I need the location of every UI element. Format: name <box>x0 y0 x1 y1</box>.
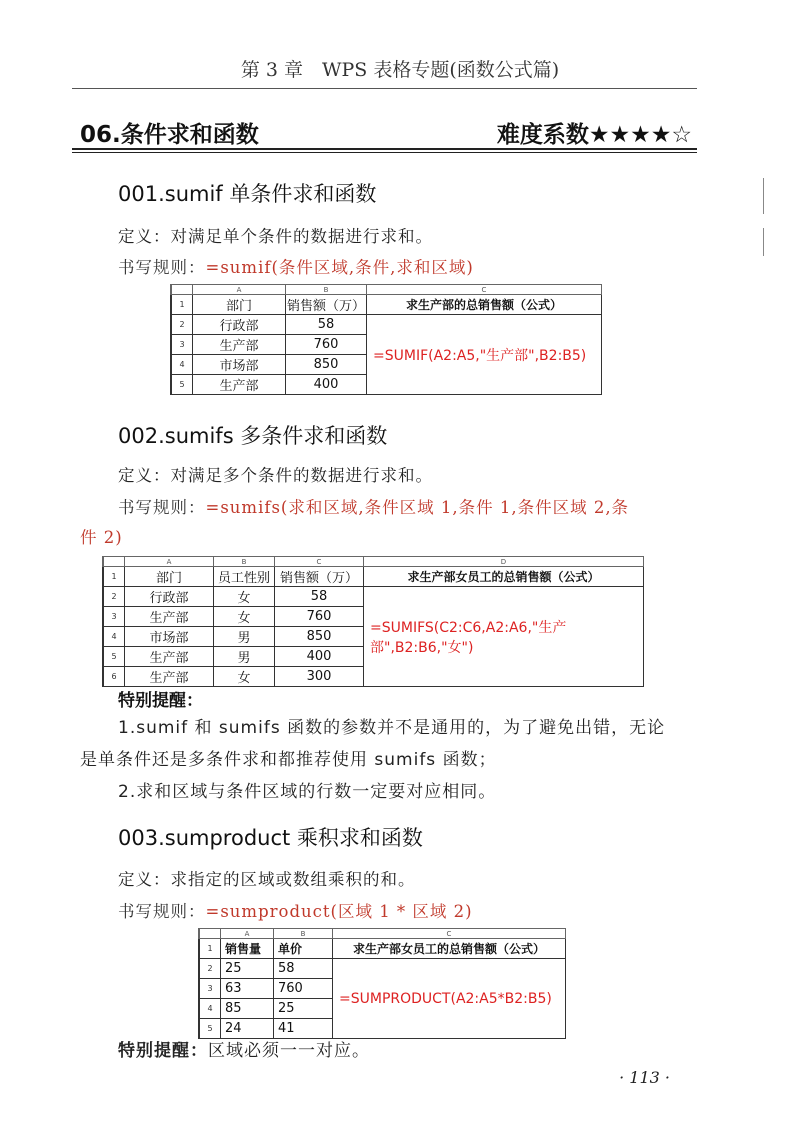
chapter-header: 第 3 章 WPS 表格专题(函数公式篇) <box>240 59 560 81</box>
row-number: 2 <box>199 959 221 979</box>
table-cell: 女 <box>214 607 275 627</box>
table-cell: 男 <box>214 627 275 647</box>
row-number: 4 <box>199 999 221 1019</box>
row-number: 5 <box>103 647 125 667</box>
corner-cell <box>199 929 221 939</box>
row-number: 1 <box>199 939 221 959</box>
corner-cell <box>103 557 125 567</box>
page-number: · 113 · <box>619 1068 670 1087</box>
row-number: 4 <box>171 355 193 375</box>
func3-rule-label: 书写规则： <box>118 902 206 921</box>
formula-cell: =SUMIF(A2:A5,"生产部",B2:B5) <box>367 315 602 395</box>
col-header: C <box>333 929 566 939</box>
table-cell: 女 <box>214 587 275 607</box>
note-2: 2.求和区域与条件区域的行数一定要对应相同。 <box>118 782 497 802</box>
table-cell: 25 <box>274 999 333 1019</box>
func3-rule-formula: =sumproduct(区域 1 * 区域 2) <box>205 902 473 921</box>
col-header: B <box>214 557 275 567</box>
func3-note-title: 特别提醒： <box>118 1041 208 1061</box>
func2-rule-formula-2: 件 2) <box>80 528 123 547</box>
table-cell: 760 <box>274 979 333 999</box>
note-1-line-2: 是单条件还是多条件求和都推荐使用 sumifs 函数； <box>80 750 497 770</box>
header-cell: 求生产部女员工的总销售额（公式） <box>333 939 566 959</box>
header-cell: 销售额（万） <box>275 567 364 587</box>
table-cell: 生产部 <box>125 607 214 627</box>
func3-definition: 定义：求指定的区域或数组乘积的和。 <box>118 870 416 889</box>
sumifs-table <box>102 556 644 687</box>
table-cell: 生产部 <box>193 375 286 395</box>
table-cell: 市场部 <box>193 355 286 375</box>
header-cell: 求生产部女员工的总销售额（公式） <box>364 567 644 587</box>
func2-definition: 定义：对满足多个条件的数据进行求和。 <box>118 466 433 485</box>
table-cell: 41 <box>274 1019 333 1039</box>
col-header: B <box>274 929 333 939</box>
table-cell: 400 <box>286 375 367 395</box>
row-number: 2 <box>103 587 125 607</box>
table-cell: 300 <box>275 667 364 687</box>
sumproduct-table <box>198 928 566 1039</box>
row-number: 5 <box>171 375 193 395</box>
margin-mark <box>763 228 764 256</box>
func1-definition: 定义：对满足单个条件的数据进行求和。 <box>118 227 433 246</box>
note-1-line-1: 1.sumif 和 sumifs 函数的参数并不是通用的，为了避免出错，无论 <box>118 718 666 738</box>
header-cell: 部门 <box>125 567 214 587</box>
section-title: 06.条件求和函数 <box>80 122 259 148</box>
header-cell: 部门 <box>193 295 286 315</box>
func3-title: 003.sumproduct 乘积求和函数 <box>118 826 423 850</box>
table-cell: 行政部 <box>125 587 214 607</box>
margin-mark <box>763 178 764 214</box>
table-cell: 760 <box>275 607 364 627</box>
notes-title: 特别提醒： <box>118 691 203 711</box>
col-header: B <box>286 285 367 295</box>
col-header: D <box>364 557 644 567</box>
header-cell: 员工性别 <box>214 567 275 587</box>
difficulty-rating: 难度系数★★★★☆ <box>496 122 692 148</box>
col-header: A <box>125 557 214 567</box>
func1-rule-formula: =sumif(条件区域,条件,求和区域) <box>205 258 474 277</box>
func1-rule <box>118 254 474 278</box>
table-cell: 85 <box>221 999 274 1019</box>
func2-rule-label: 书写规则： <box>118 498 206 517</box>
func3-note-text: 区域必须一一对应。 <box>208 1041 370 1061</box>
sumif-table <box>170 284 602 395</box>
col-header: A <box>193 285 286 295</box>
table-cell: 850 <box>286 355 367 375</box>
table-cell: 生产部 <box>125 647 214 667</box>
col-header: C <box>275 557 364 567</box>
header-cell: 单价 <box>274 939 333 959</box>
table-cell: 850 <box>275 627 364 647</box>
section-divider-thin <box>72 152 697 153</box>
row-number: 3 <box>103 607 125 627</box>
row-number: 4 <box>103 627 125 647</box>
table-cell: 58 <box>275 587 364 607</box>
table-cell: 400 <box>275 647 364 667</box>
col-header: C <box>367 285 602 295</box>
table-cell: 行政部 <box>193 315 286 335</box>
header-cell: 销售量 <box>221 939 274 959</box>
row-number: 1 <box>171 295 193 315</box>
func1-title: 001.sumif 单条件求和函数 <box>118 182 377 206</box>
row-number: 3 <box>199 979 221 999</box>
header-divider <box>72 88 697 89</box>
formula-cell: =SUMPRODUCT(A2:A5*B2:B5) <box>333 959 566 1039</box>
table-cell: 63 <box>221 979 274 999</box>
func1-rule-label: 书写规则： <box>118 258 206 277</box>
func3-note <box>118 1036 370 1061</box>
table-cell: 生产部 <box>193 335 286 355</box>
func2-title: 002.sumifs 多条件求和函数 <box>118 424 388 448</box>
row-number: 1 <box>103 567 125 587</box>
table-cell: 58 <box>286 315 367 335</box>
func2-rule <box>118 494 629 518</box>
header-cell: 销售额（万） <box>286 295 367 315</box>
table-cell: 市场部 <box>125 627 214 647</box>
table-cell: 女 <box>214 667 275 687</box>
row-number: 3 <box>171 335 193 355</box>
section-divider <box>72 148 697 150</box>
header-cell: 求生产部的总销售额（公式） <box>367 295 602 315</box>
table-cell: 25 <box>221 959 274 979</box>
corner-cell <box>171 285 193 295</box>
table-cell: 24 <box>221 1019 274 1039</box>
col-header: A <box>221 929 274 939</box>
row-number: 5 <box>199 1019 221 1039</box>
table-cell: 生产部 <box>125 667 214 687</box>
formula-cell: =SUMIFS(C2:C6,A2:A6,"生产部",B2:B6,"女") <box>364 587 644 687</box>
table-cell: 男 <box>214 647 275 667</box>
row-number: 6 <box>103 667 125 687</box>
func2-rule-formula-1: =sumifs(求和区域,条件区域 1,条件 1,条件区域 2,条 <box>205 498 630 517</box>
func3-rule <box>118 898 473 922</box>
row-number: 2 <box>171 315 193 335</box>
table-cell: 760 <box>286 335 367 355</box>
table-cell: 58 <box>274 959 333 979</box>
